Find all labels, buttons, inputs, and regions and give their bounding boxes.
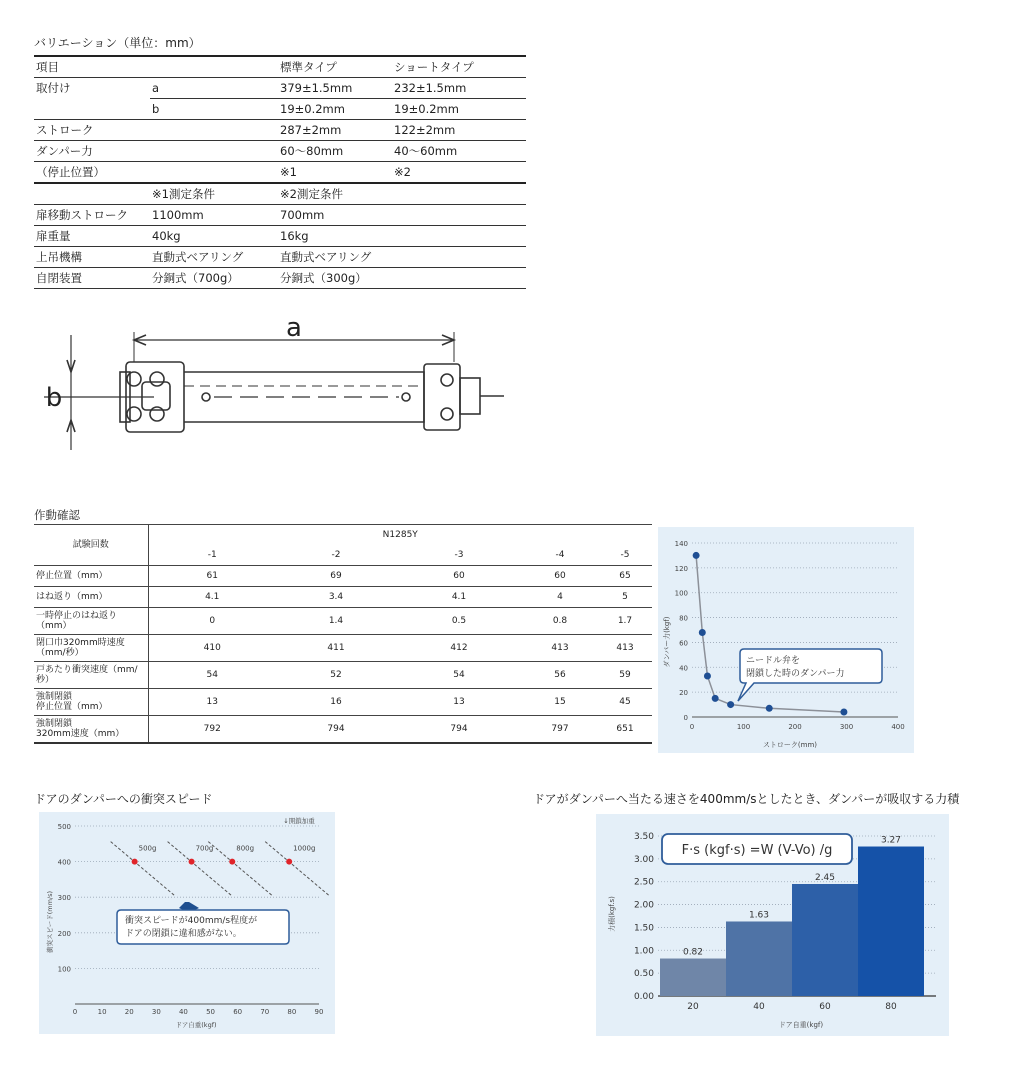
row-label: 強制閉鎖 320mm速度（mm） bbox=[34, 716, 148, 743]
table-cell: 410 bbox=[148, 635, 276, 662]
x-tick-label: 20 bbox=[124, 1008, 134, 1016]
y-axis-label: 力積(kgf.s) bbox=[608, 896, 616, 932]
table-row bbox=[34, 247, 526, 268]
table-cell: 5 bbox=[598, 587, 652, 608]
table-cell: 19±0.2mm bbox=[278, 99, 392, 120]
data-point bbox=[766, 705, 773, 712]
table-header-cell bbox=[150, 56, 278, 78]
table-cell: 13 bbox=[148, 689, 276, 716]
y-axis-label: 衝突スピード(mm/s) bbox=[46, 890, 54, 954]
table-cell: 60 bbox=[522, 566, 598, 587]
y-tick-label: 0.50 bbox=[633, 969, 654, 980]
series-label: 800g bbox=[236, 844, 255, 853]
diagram-label-b: b bbox=[45, 383, 63, 413]
y-tick-label: 100 bbox=[674, 589, 688, 598]
x-tick-label: 40 bbox=[178, 1008, 188, 1016]
test-corner: 試験回数 bbox=[34, 525, 148, 566]
table-cell: 69 bbox=[276, 566, 396, 587]
table-cell: ※2測定条件 bbox=[278, 183, 392, 205]
table-cell: 40～60mm bbox=[392, 141, 526, 162]
table-row bbox=[34, 205, 526, 226]
table-cell: 56 bbox=[522, 662, 598, 689]
x-tick-label: 400 bbox=[891, 723, 905, 731]
y-tick-label: 140 bbox=[674, 540, 688, 548]
table-cell: 直動式ベアリング bbox=[278, 247, 392, 268]
table-cell: 0.8 bbox=[522, 608, 598, 635]
x-tick-label: 20 bbox=[687, 1002, 699, 1012]
table-cell: 60～80mm bbox=[278, 141, 392, 162]
y-tick-label: 2.50 bbox=[633, 877, 654, 888]
table-cell: 54 bbox=[396, 662, 522, 689]
table-cell: 792 bbox=[148, 716, 276, 743]
x-tick-label: 0 bbox=[689, 723, 695, 731]
x-tick-label: 90 bbox=[314, 1008, 324, 1016]
table-cell: 794 bbox=[396, 716, 522, 743]
table-cell: a bbox=[150, 78, 278, 99]
test-caption: 作動確認 bbox=[34, 508, 80, 522]
y-tick-label: 0 bbox=[683, 714, 688, 722]
table-row bbox=[34, 78, 526, 99]
table-row bbox=[34, 162, 526, 184]
test-model: N1285Y bbox=[148, 525, 652, 546]
x-tick-label: 80 bbox=[885, 1002, 897, 1012]
table-cell: 794 bbox=[276, 716, 396, 743]
y-tick-label: 1.50 bbox=[633, 923, 654, 934]
damper-diagram bbox=[34, 310, 524, 460]
annotation-line: 閉鎖した時のダンパー力 bbox=[746, 669, 845, 679]
table-cell: 651 bbox=[598, 716, 652, 743]
bar bbox=[660, 959, 726, 996]
table-cell: ※1 bbox=[278, 162, 392, 184]
collision-speed-chart bbox=[39, 812, 335, 1034]
table-cell: 扉重量 bbox=[34, 226, 150, 247]
x-tick-label: 30 bbox=[151, 1008, 161, 1016]
table-cell: 61 bbox=[148, 566, 276, 587]
data-point bbox=[712, 695, 719, 702]
bar bbox=[792, 884, 858, 996]
y-tick-label: 500 bbox=[57, 823, 71, 831]
x-tick-label: 0 bbox=[72, 1008, 78, 1016]
table-cell bbox=[150, 141, 278, 162]
table-row bbox=[34, 141, 526, 162]
table-row bbox=[34, 120, 526, 141]
table-cell: 412 bbox=[396, 635, 522, 662]
table-cell: 413 bbox=[522, 635, 598, 662]
table-cell bbox=[392, 268, 526, 289]
table-cell: 4.1 bbox=[148, 587, 276, 608]
table-cell: 232±1.5mm bbox=[392, 78, 526, 99]
y-tick-label: 120 bbox=[674, 564, 688, 573]
table-row bbox=[34, 99, 526, 120]
table-cell: 60 bbox=[396, 566, 522, 587]
variation-table bbox=[34, 55, 526, 289]
value-label: 1.63 bbox=[748, 910, 770, 921]
x-tick-label: 100 bbox=[736, 723, 751, 731]
table-cell bbox=[150, 120, 278, 141]
table-row bbox=[34, 268, 526, 289]
y-tick-label: 3.50 bbox=[633, 832, 654, 842]
table-cell: 797 bbox=[522, 716, 598, 743]
data-point bbox=[189, 859, 195, 865]
diagram-label-a: a bbox=[286, 313, 302, 343]
table-cell: （停止位置） bbox=[34, 162, 150, 184]
table-cell: 411 bbox=[276, 635, 396, 662]
variation-caption: バリエーション（単位：mm） bbox=[34, 36, 201, 50]
table-cell bbox=[392, 226, 526, 247]
row-label: 一時停止のはね返り（mm） bbox=[34, 608, 148, 635]
test-table bbox=[34, 524, 652, 744]
value-label: 0.82 bbox=[682, 947, 704, 958]
table-cell: 扉移動ストローク bbox=[34, 205, 150, 226]
x-tick-label: 10 bbox=[97, 1008, 107, 1016]
x-axis-label: ドア自重(kgf) bbox=[175, 1021, 217, 1029]
x-tick-label: 70 bbox=[260, 1008, 270, 1016]
y-tick-label: 60 bbox=[679, 639, 688, 648]
table-row bbox=[34, 587, 652, 608]
test-col-header: -2 bbox=[276, 546, 396, 566]
condition-header-row bbox=[34, 183, 526, 205]
impulse-caption: ドアがダンパーへ当たる速さを400mm/sとしたとき、ダンパーが吸収する力積 bbox=[533, 792, 960, 806]
table-row bbox=[34, 635, 652, 662]
table-cell: 分銅式（700g） bbox=[150, 268, 278, 289]
table-cell bbox=[392, 205, 526, 226]
test-col-header: -5 bbox=[598, 546, 652, 566]
table-cell bbox=[392, 183, 526, 205]
y-tick-label: 100 bbox=[57, 965, 71, 974]
row-label: 戸あたり衝突速度（mm/秒） bbox=[34, 662, 148, 689]
table-cell: ※2 bbox=[392, 162, 526, 184]
table-cell: 4 bbox=[522, 587, 598, 608]
table-header-cell: 項目 bbox=[34, 56, 150, 78]
annotation-line: 衝突スピードが400mm/s程度が bbox=[125, 916, 258, 926]
y-tick-label: 80 bbox=[679, 614, 688, 623]
test-col-header: -1 bbox=[148, 546, 276, 566]
row-label: はね返り（mm） bbox=[34, 587, 148, 608]
data-point bbox=[286, 859, 292, 865]
table-row bbox=[34, 716, 652, 743]
row-label: 閉口巾320mm時速度（mm/秒） bbox=[34, 635, 148, 662]
impulse-chart bbox=[596, 814, 949, 1036]
test-col-header: -4 bbox=[522, 546, 598, 566]
y-tick-label: 20 bbox=[679, 689, 688, 698]
table-cell: 1.7 bbox=[598, 608, 652, 635]
y-tick-label: 200 bbox=[57, 929, 71, 938]
bar bbox=[858, 847, 924, 996]
bar bbox=[726, 921, 792, 996]
table-header-cell: ショートタイプ bbox=[392, 56, 526, 78]
table-cell: 1.4 bbox=[276, 608, 396, 635]
table-cell: 0.5 bbox=[396, 608, 522, 635]
series-label: 500g bbox=[138, 844, 157, 853]
test-header-row bbox=[34, 525, 652, 546]
series-label: 1000g bbox=[293, 844, 316, 853]
y-tick-label: 1.00 bbox=[633, 946, 654, 957]
table-cell: b bbox=[150, 99, 278, 120]
table-cell: 上吊機構 bbox=[34, 247, 150, 268]
table-cell bbox=[150, 162, 278, 184]
table-row bbox=[34, 662, 652, 689]
table-cell: 54 bbox=[148, 662, 276, 689]
x-tick-label: 80 bbox=[287, 1008, 297, 1016]
table-cell: 4.1 bbox=[396, 587, 522, 608]
table-row bbox=[34, 566, 652, 587]
table-cell: 取付け bbox=[36, 81, 71, 96]
data-point bbox=[132, 859, 138, 865]
y-tick-label: 2.00 bbox=[633, 900, 654, 911]
x-axis-label: ストローク(mm) bbox=[762, 741, 818, 749]
table-cell: 直動式ベアリング bbox=[150, 247, 278, 268]
y-tick-label: 0.00 bbox=[633, 992, 654, 1002]
data-point bbox=[704, 672, 711, 679]
table-cell: 16kg bbox=[278, 226, 392, 247]
value-label: 2.45 bbox=[814, 873, 836, 883]
data-point bbox=[840, 709, 847, 716]
y-axis-label: ダンパー力(kgf) bbox=[663, 616, 671, 668]
table-cell: 13 bbox=[396, 689, 522, 716]
table-cell: 1100mm bbox=[150, 205, 278, 226]
y-tick-label: 400 bbox=[57, 858, 71, 867]
table-cell bbox=[392, 247, 526, 268]
x-tick-label: 40 bbox=[753, 1002, 765, 1012]
data-point bbox=[727, 701, 734, 708]
table-cell: 40kg bbox=[150, 226, 278, 247]
table-header-row bbox=[34, 56, 526, 78]
annotation-line: ドアの閉鎖に違和感がない。 bbox=[125, 929, 242, 939]
table-row bbox=[34, 226, 526, 247]
table-cell: 15 bbox=[522, 689, 598, 716]
table-cell: 700mm bbox=[278, 205, 392, 226]
annotation-line: ニードル弁を bbox=[746, 656, 801, 666]
table-cell: 59 bbox=[598, 662, 652, 689]
value-label: 3.27 bbox=[880, 835, 902, 846]
x-tick-label: 60 bbox=[819, 1002, 831, 1012]
data-point bbox=[229, 859, 235, 865]
table-cell: 分銅式（300g） bbox=[278, 268, 392, 289]
x-tick-label: 60 bbox=[233, 1008, 243, 1016]
table-cell: ※1測定条件 bbox=[150, 183, 278, 205]
x-tick-label: 200 bbox=[788, 723, 802, 731]
series-label: 700g bbox=[195, 844, 214, 853]
table-cell: 287±2mm bbox=[278, 120, 392, 141]
damper-force-chart bbox=[658, 527, 914, 753]
table-cell: 379±1.5mm bbox=[278, 78, 392, 99]
table-cell: 45 bbox=[598, 689, 652, 716]
table-row bbox=[34, 608, 652, 635]
formula: F·s (kgf·s) =W (V-Vo) /g bbox=[681, 843, 833, 858]
table-cell: ダンパー力 bbox=[34, 141, 150, 162]
table-header-cell: 標準タイプ bbox=[278, 56, 392, 78]
table-cell: 65 bbox=[598, 566, 652, 587]
test-col-header: -3 bbox=[396, 546, 522, 566]
x-tick-label: 300 bbox=[839, 723, 854, 731]
row-label: 停止位置（mm） bbox=[34, 566, 148, 587]
y-tick-label: 40 bbox=[679, 664, 688, 673]
table-cell: 16 bbox=[276, 689, 396, 716]
table-cell: 122±2mm bbox=[392, 120, 526, 141]
data-point bbox=[699, 629, 706, 636]
table-cell bbox=[34, 99, 150, 120]
x-axis-label: ドア自重(kgf) bbox=[778, 1021, 824, 1029]
x-tick-label: 50 bbox=[206, 1008, 216, 1016]
table-cell: 3.4 bbox=[276, 587, 396, 608]
table-cell: 0 bbox=[148, 608, 276, 635]
collision-speed-caption: ドアのダンパーへの衝突スピード bbox=[34, 792, 213, 806]
table-row bbox=[34, 689, 652, 716]
table-cell: 19±0.2mm bbox=[392, 99, 526, 120]
y-tick-label: 300 bbox=[57, 894, 71, 903]
table-cell: ストローク bbox=[34, 120, 150, 141]
table-cell: 52 bbox=[276, 662, 396, 689]
table-cell: 413 bbox=[598, 635, 652, 662]
table-cell bbox=[34, 183, 150, 205]
row-label: 強制閉鎖 停止位置（mm） bbox=[34, 689, 148, 716]
table-cell: 自閉装置 bbox=[34, 268, 150, 289]
legend-note: ↓開鎖加重 bbox=[283, 817, 315, 825]
y-tick-label: 3.00 bbox=[633, 854, 654, 865]
data-point bbox=[693, 552, 700, 559]
